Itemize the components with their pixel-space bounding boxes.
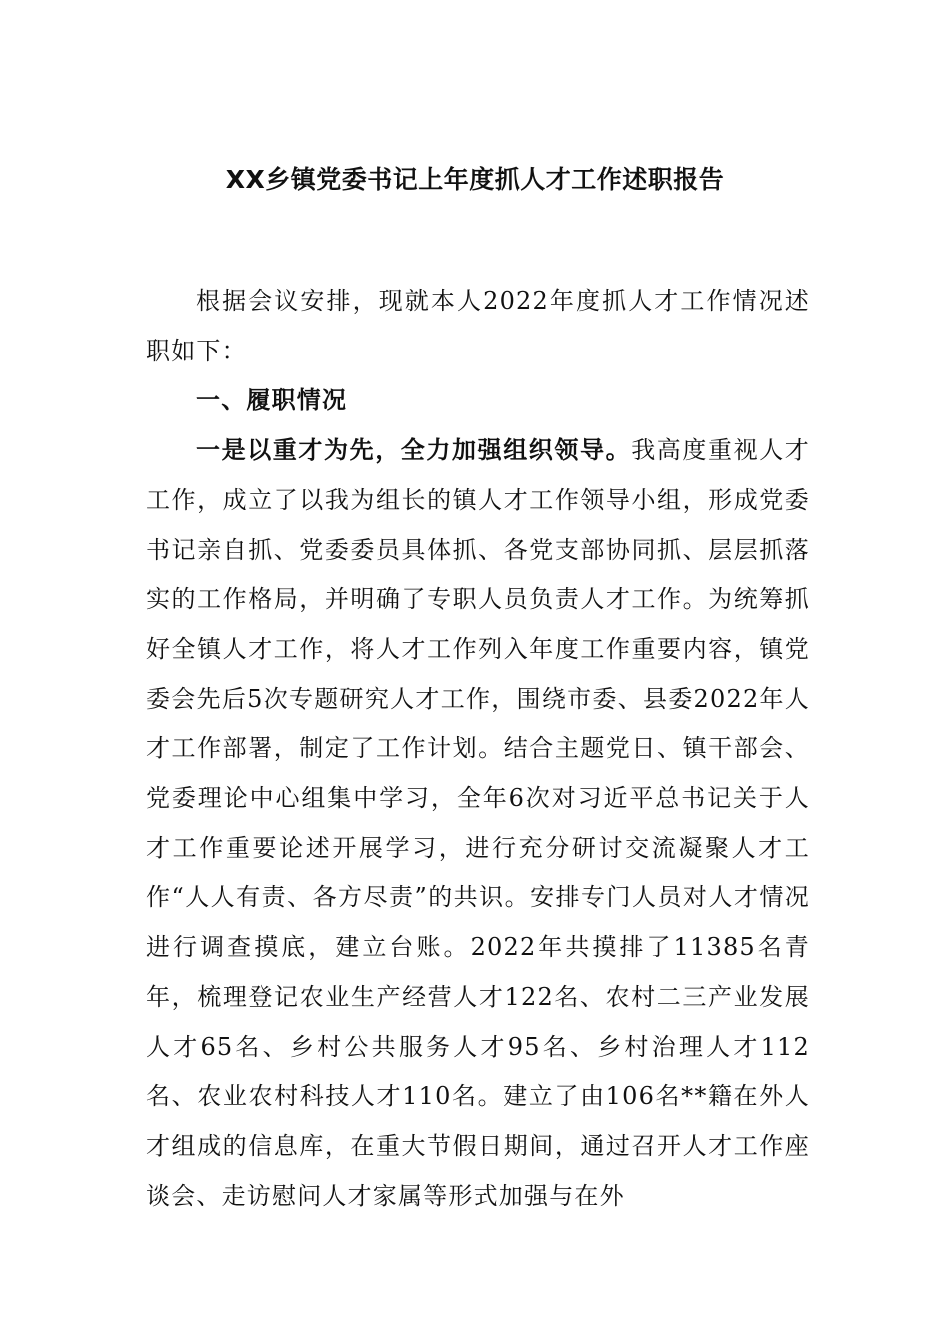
body-paragraph [146, 426, 810, 1221]
document-body [146, 277, 810, 1221]
section-heading: 一、履职情况 [196, 386, 348, 415]
paragraph-lead: 一是以重才为先，全力加强组织领导。 [196, 436, 632, 465]
intro-paragraph: 根据会议安排，现就本人2022年度抓人才工作情况述职如下： [146, 287, 810, 365]
paragraph-body: 我高度重视人才工作，成立了以我为组长的镇人才工作领导小组，形成党委书记亲自抓、党委委员具体抓、各党支部协同抓、层层抓落实的工作格局，并明确了专职人员负责人才工作。为统筹抓好全镇人才工作，将人才工作列入年度工作重要内容，镇党委会先后5次专题研究人才工作，围绕市委、县委2022年人才工作部署，制定了工作计划。结合主题党日、镇干部会、党委理论中心组集中学习，全年6次对习近平总书记关于人才工作重要论述开展学习，进行充分研讨交流凝聚人才工作“人人有责、各方尽责”的共识。安排专门人员对人才情况进行调查摸底，建立台账。2022年共摸排了11385名青年，梳理登记农业生产经营人才122名、农村二三产业发展人才65名、乡村公共服务人才95名、乡村治理人才112名、农业农村科技人才110名。建立了由106名**籍在外人才组成的信息库，在重大节假日期间，通过召开人才工作座谈会、走访慰问人才家属等形式加强与在外 [146, 436, 810, 1210]
document-title: XX乡镇党委书记上年度抓人才工作述职报告 [225, 165, 725, 194]
